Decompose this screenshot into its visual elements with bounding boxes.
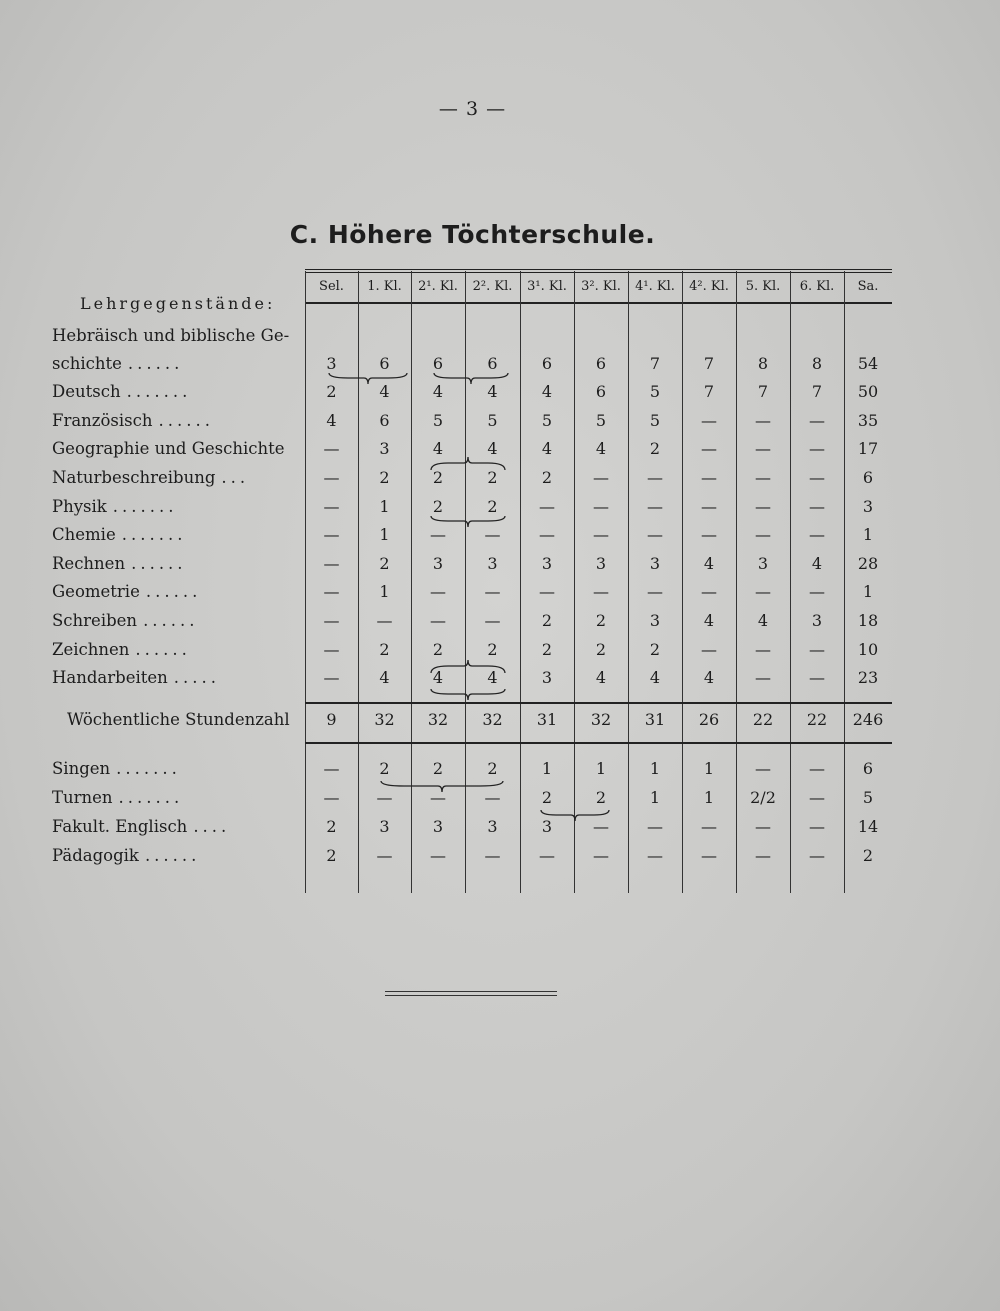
table-cell: 1 — [862, 525, 874, 544]
leader-dots: ..... — [173, 668, 221, 687]
table-cell: 1 — [703, 759, 715, 778]
page-number: — 3 — — [438, 98, 507, 120]
table-cell: 2 — [432, 759, 444, 778]
table-cell: 7 — [649, 354, 661, 373]
table-cell: 1 — [649, 788, 661, 807]
table-cell: 4 — [487, 439, 498, 458]
table-cell: 14 — [857, 817, 879, 836]
subject-name: Naturbeschreibung — [52, 468, 216, 487]
table-cell: 3 — [649, 611, 661, 630]
page-title: C. Höhere Töchterschule. — [289, 220, 656, 249]
total-cell: 32 — [427, 710, 449, 729]
column-rule — [790, 271, 791, 893]
table-cell: — — [323, 759, 340, 778]
table-cell: 1 — [379, 582, 390, 601]
table-cell: — — [701, 468, 717, 487]
table-cell: 3 — [541, 554, 553, 573]
table-cell: 2 — [326, 817, 337, 836]
table-cell: 3 — [541, 817, 553, 836]
table-cell: 2 — [649, 439, 661, 458]
table-cell: — — [809, 411, 825, 430]
table-cell: — — [376, 846, 393, 865]
table-cell: 2 — [541, 640, 553, 659]
total-cell: 31 — [644, 710, 666, 729]
table-cell: 1 — [541, 759, 553, 778]
table-cell: 4 — [432, 668, 444, 687]
column-header: 1. Kl. — [367, 279, 402, 294]
table-cell: — — [593, 817, 609, 836]
table-cell: — — [701, 640, 717, 659]
table-cell: 4 — [541, 382, 553, 401]
table-cell: 2 — [541, 468, 553, 487]
table-cell: — — [593, 846, 609, 865]
table-cell: — — [755, 582, 771, 601]
subject-label — [52, 580, 292, 604]
leader-dots: ...... — [135, 640, 191, 659]
subject-label — [52, 666, 292, 690]
table-cell: — — [701, 817, 717, 836]
table-cell: — — [323, 554, 340, 573]
subject-name: Schreiben — [52, 611, 138, 630]
table-cell: — — [323, 582, 340, 601]
brace-naturbeschreibung — [430, 457, 506, 471]
brace-turnen — [540, 809, 610, 823]
table-cell: 2 — [432, 468, 444, 487]
column-rule — [844, 271, 845, 893]
table-cell: 6 — [379, 411, 390, 430]
column-header: 2¹. Kl. — [418, 279, 458, 294]
total-cell: 31 — [536, 710, 558, 729]
table-cell: 2 — [487, 497, 498, 516]
brace-handarbeiten — [430, 688, 506, 702]
leader-dots: ...... — [143, 611, 199, 630]
total-label: Wöchentliche Stundenzahl — [67, 710, 290, 729]
leader-dots: ...... — [131, 554, 187, 573]
subject-label — [52, 409, 292, 433]
table-cell: — — [647, 497, 663, 516]
subject-name: Pädagogik — [52, 846, 139, 865]
table-cell: 8 — [811, 354, 823, 373]
table-cell: — — [484, 611, 501, 630]
table-cell: — — [755, 439, 771, 458]
table-cell: 2 — [595, 640, 607, 659]
table-cell: — — [593, 497, 609, 516]
table-cell: 1 — [379, 525, 390, 544]
total-cell: 32 — [482, 710, 503, 729]
table-cell: 2 — [862, 846, 874, 865]
subject-label — [52, 437, 292, 461]
table-cell: — — [484, 582, 501, 601]
table-cell: 4 — [703, 554, 715, 573]
table-cell: 4 — [703, 611, 715, 630]
table-cell: — — [484, 846, 501, 865]
table-cell: 3 — [595, 554, 607, 573]
table-cell: 3 — [862, 497, 874, 516]
table-cell: — — [809, 525, 825, 544]
table-top-rule-2 — [305, 272, 892, 273]
subject-label — [52, 380, 292, 404]
table-cell: 3 — [379, 817, 390, 836]
table-cell: 3 — [487, 554, 498, 573]
table-cell: 6 — [862, 468, 874, 487]
closing-rule-1 — [385, 991, 557, 992]
table-cell: 4 — [649, 668, 661, 687]
table-cell: — — [647, 468, 663, 487]
subject-label — [52, 638, 292, 662]
brace-physik — [430, 515, 506, 529]
table-cell: 7 — [703, 354, 715, 373]
table-cell: 3 — [432, 554, 444, 573]
table-cell: 5 — [649, 382, 661, 401]
subject-label — [52, 609, 292, 633]
subject-name: Turnen — [52, 788, 113, 807]
table-cell: 3 — [432, 817, 444, 836]
column-header: 4¹. Kl. — [635, 279, 675, 294]
leader-dots: ...... — [158, 411, 214, 430]
subject-label-line1: Hebräisch und biblische Ge- — [52, 326, 290, 345]
table-cell: 5 — [432, 411, 444, 430]
table-cell: — — [755, 817, 771, 836]
table-cell: 5 — [862, 788, 874, 807]
table-cell: — — [430, 525, 446, 544]
column-header: Sel. — [319, 279, 344, 294]
table-cell: — — [323, 668, 340, 687]
subject-label — [52, 786, 292, 810]
column-header: 2². Kl. — [472, 279, 513, 294]
table-cell: 3 — [811, 611, 823, 630]
table-cell: — — [647, 525, 663, 544]
table-cell: — — [755, 411, 771, 430]
table-cell: 8 — [757, 354, 769, 373]
column-header: 4². Kl. — [689, 279, 729, 294]
closing-rule-2 — [385, 995, 557, 996]
total-cell: 22 — [806, 710, 828, 729]
column-header: 5. Kl. — [745, 279, 781, 294]
table-cell: — — [323, 525, 340, 544]
table-cell: 2 — [326, 846, 337, 865]
table-cell: 6 — [379, 354, 390, 373]
table-cell: 50 — [857, 382, 879, 401]
table-cell: 2 — [432, 497, 444, 516]
table-cell: 6 — [862, 759, 874, 778]
brace-singen — [380, 780, 504, 794]
table-cell: 2 — [487, 759, 498, 778]
table-cell: 35 — [857, 411, 879, 430]
table-cell: 4 — [379, 382, 390, 401]
table-cell: 2 — [487, 468, 498, 487]
table-cell: — — [430, 582, 446, 601]
leader-dots: ...... — [127, 354, 184, 373]
table-cell: — — [593, 525, 609, 544]
table-cell: 3 — [541, 668, 553, 687]
table-cell: 5 — [595, 411, 607, 430]
total-cell: 32 — [374, 710, 395, 729]
table-cell: 2 — [541, 611, 553, 630]
subject-label — [52, 523, 292, 547]
table-cell: — — [809, 439, 825, 458]
subject-name: Physik — [52, 497, 107, 516]
table-cell: 3 — [757, 554, 769, 573]
table-cell: 2 — [541, 788, 553, 807]
column-rule — [574, 271, 575, 893]
table-cell: 2 — [379, 554, 390, 573]
table-cell: — — [323, 611, 340, 630]
table-cell: 2 — [487, 640, 498, 659]
table-cell: — — [809, 582, 825, 601]
subject-name: Fakult. Englisch — [52, 817, 188, 836]
table-cell: 4 — [703, 668, 715, 687]
table-cell: — — [809, 817, 825, 836]
subject-label — [52, 352, 292, 376]
table-cell: — — [647, 817, 663, 836]
table-cell: 2 — [379, 759, 390, 778]
table-cell: 4 — [432, 382, 444, 401]
column-rule — [682, 271, 683, 893]
table-cell: 6 — [595, 354, 607, 373]
table-cell: — — [593, 468, 609, 487]
table-cell: 3 — [649, 554, 661, 573]
table-cell: 2/2 — [750, 788, 776, 807]
table-cell: — — [539, 497, 555, 516]
column-rule — [358, 271, 359, 893]
subject-label — [52, 844, 292, 868]
table-cell: 6 — [432, 354, 444, 373]
leader-dots: ...... — [144, 846, 201, 865]
column-rule — [628, 271, 629, 893]
table-cell: — — [484, 788, 501, 807]
table-cell: — — [376, 788, 393, 807]
table-cell: 4 — [487, 382, 498, 401]
table-cell: 7 — [811, 382, 823, 401]
table-cell: — — [809, 497, 825, 516]
subject-name: Geographie und Geschichte — [52, 439, 285, 458]
table-cell: 2 — [595, 788, 607, 807]
table-cell: 5 — [487, 411, 498, 430]
table-cell: 4 — [757, 611, 769, 630]
table-cell: — — [539, 582, 555, 601]
total-cell: 9 — [326, 710, 337, 729]
table-cell: — — [593, 582, 609, 601]
table-cell: 6 — [487, 354, 498, 373]
table-cell: 4 — [487, 668, 498, 687]
table-cell: 7 — [703, 382, 715, 401]
subject-name: Französisch — [52, 411, 153, 430]
column-rule — [411, 271, 412, 893]
table-cell: — — [323, 439, 340, 458]
table-cell: 4 — [541, 439, 553, 458]
table-cell: 2 — [649, 640, 661, 659]
column-header: 3². Kl. — [581, 279, 621, 294]
leader-dots: ....... — [116, 759, 181, 778]
table-cell: 3 — [487, 817, 498, 836]
total-cell: 26 — [698, 710, 720, 729]
table-cell: — — [809, 759, 825, 778]
table-cell: 4 — [379, 668, 390, 687]
table-cell: 4 — [595, 668, 607, 687]
column-header: Sa. — [857, 279, 879, 294]
table-cell: — — [647, 846, 663, 865]
table-cell: 2 — [432, 640, 444, 659]
leader-dots: ....... — [118, 788, 184, 807]
table-cell: 3 — [379, 439, 390, 458]
table-cell: 23 — [857, 668, 879, 687]
table-cell: — — [323, 468, 340, 487]
table-cell: 2 — [379, 468, 390, 487]
table-cell: — — [647, 582, 663, 601]
table-cell: — — [755, 640, 771, 659]
table-cell: 1 — [649, 759, 661, 778]
table-cell: 5 — [541, 411, 553, 430]
leader-dots: ....... — [126, 382, 192, 401]
table-cell: — — [809, 846, 825, 865]
table-cell: 6 — [595, 382, 607, 401]
table-cell: 10 — [857, 640, 879, 659]
table-cell: — — [539, 846, 555, 865]
table-cell: — — [701, 411, 717, 430]
subject-name: Deutsch — [52, 382, 121, 401]
subject-name: Zeichnen — [52, 640, 130, 659]
table-cell: 4 — [595, 439, 607, 458]
subject-label — [52, 552, 292, 576]
brace-hebraisch-2 — [433, 372, 509, 386]
subject-name: Singen — [52, 759, 111, 778]
table-cell: 5 — [649, 411, 661, 430]
subject-name: schichte — [52, 354, 122, 373]
table-cell: — — [323, 640, 340, 659]
table-cell: 2 — [379, 640, 390, 659]
table-cell: — — [484, 525, 501, 544]
leader-dots: ...... — [145, 582, 202, 601]
table-cell: 1 — [379, 497, 390, 516]
table-cell: — — [430, 846, 446, 865]
table-cell: — — [323, 788, 340, 807]
table-cell: 1 — [703, 788, 715, 807]
table-cell: — — [701, 439, 717, 458]
table-top-rule — [305, 269, 892, 270]
leader-dots: ....... — [112, 497, 178, 516]
brace-hebraisch-1 — [328, 372, 408, 386]
table-cell: 4 — [811, 554, 823, 573]
subject-name: Chemie — [52, 525, 116, 544]
total-bottom-rule — [305, 742, 892, 744]
table-cell: — — [755, 846, 771, 865]
table-cell: 4 — [326, 411, 337, 430]
subject-name: Rechnen — [52, 554, 126, 573]
subject-label — [52, 815, 292, 839]
table-cell: — — [809, 668, 825, 687]
table-cell: 2 — [595, 611, 607, 630]
table-cell: — — [376, 611, 393, 630]
column-rule — [465, 271, 466, 893]
column-header: 6. Kl. — [799, 279, 835, 294]
table-cell: — — [809, 640, 825, 659]
table-cell: — — [755, 497, 771, 516]
table-cell: — — [755, 468, 771, 487]
table-cell: — — [323, 497, 340, 516]
table-cell: 6 — [541, 354, 553, 373]
total-top-rule — [305, 702, 892, 704]
table-cell: — — [430, 611, 446, 630]
table-cell: — — [755, 525, 771, 544]
subject-name: Handarbeiten — [52, 668, 168, 687]
leader-dots: ....... — [121, 525, 187, 544]
table-cell: 54 — [857, 354, 879, 373]
column-header: 3¹. Kl. — [527, 279, 567, 294]
table-cell: — — [701, 497, 717, 516]
column-rule — [736, 271, 737, 893]
table-cell: — — [539, 525, 555, 544]
table-cell: — — [755, 759, 771, 778]
table-cell: — — [701, 525, 717, 544]
total-cell: 32 — [590, 710, 612, 729]
leader-dots: .... — [193, 817, 231, 836]
table-cell: 17 — [857, 439, 879, 458]
subject-label — [52, 757, 292, 781]
table-cell: 28 — [857, 554, 879, 573]
subject-label — [52, 495, 292, 519]
brace-zeichnen — [430, 660, 506, 674]
table-cell: 7 — [757, 382, 769, 401]
table-cell: — — [701, 582, 717, 601]
subject-name: Geometrie — [52, 582, 140, 601]
table-cell: 18 — [857, 611, 879, 630]
total-cell: 246 — [852, 710, 884, 729]
column-rule — [305, 271, 306, 893]
table-cell: 2 — [326, 382, 337, 401]
table-cell: — — [755, 668, 771, 687]
table-cell: — — [809, 788, 825, 807]
subject-label — [52, 466, 292, 490]
table-cell: — — [701, 846, 717, 865]
table-cell: 4 — [432, 439, 444, 458]
total-cell: 22 — [752, 710, 774, 729]
leader-dots: ... — [221, 468, 250, 487]
subjects-header: Lehrgegenstände: — [80, 294, 276, 313]
table-cell: 1 — [595, 759, 607, 778]
header-bottom-rule — [305, 302, 892, 304]
table-cell: — — [809, 468, 825, 487]
table-cell: — — [430, 788, 446, 807]
table-cell: 3 — [326, 354, 337, 373]
column-rule — [520, 271, 521, 893]
table-cell: 1 — [862, 582, 874, 601]
